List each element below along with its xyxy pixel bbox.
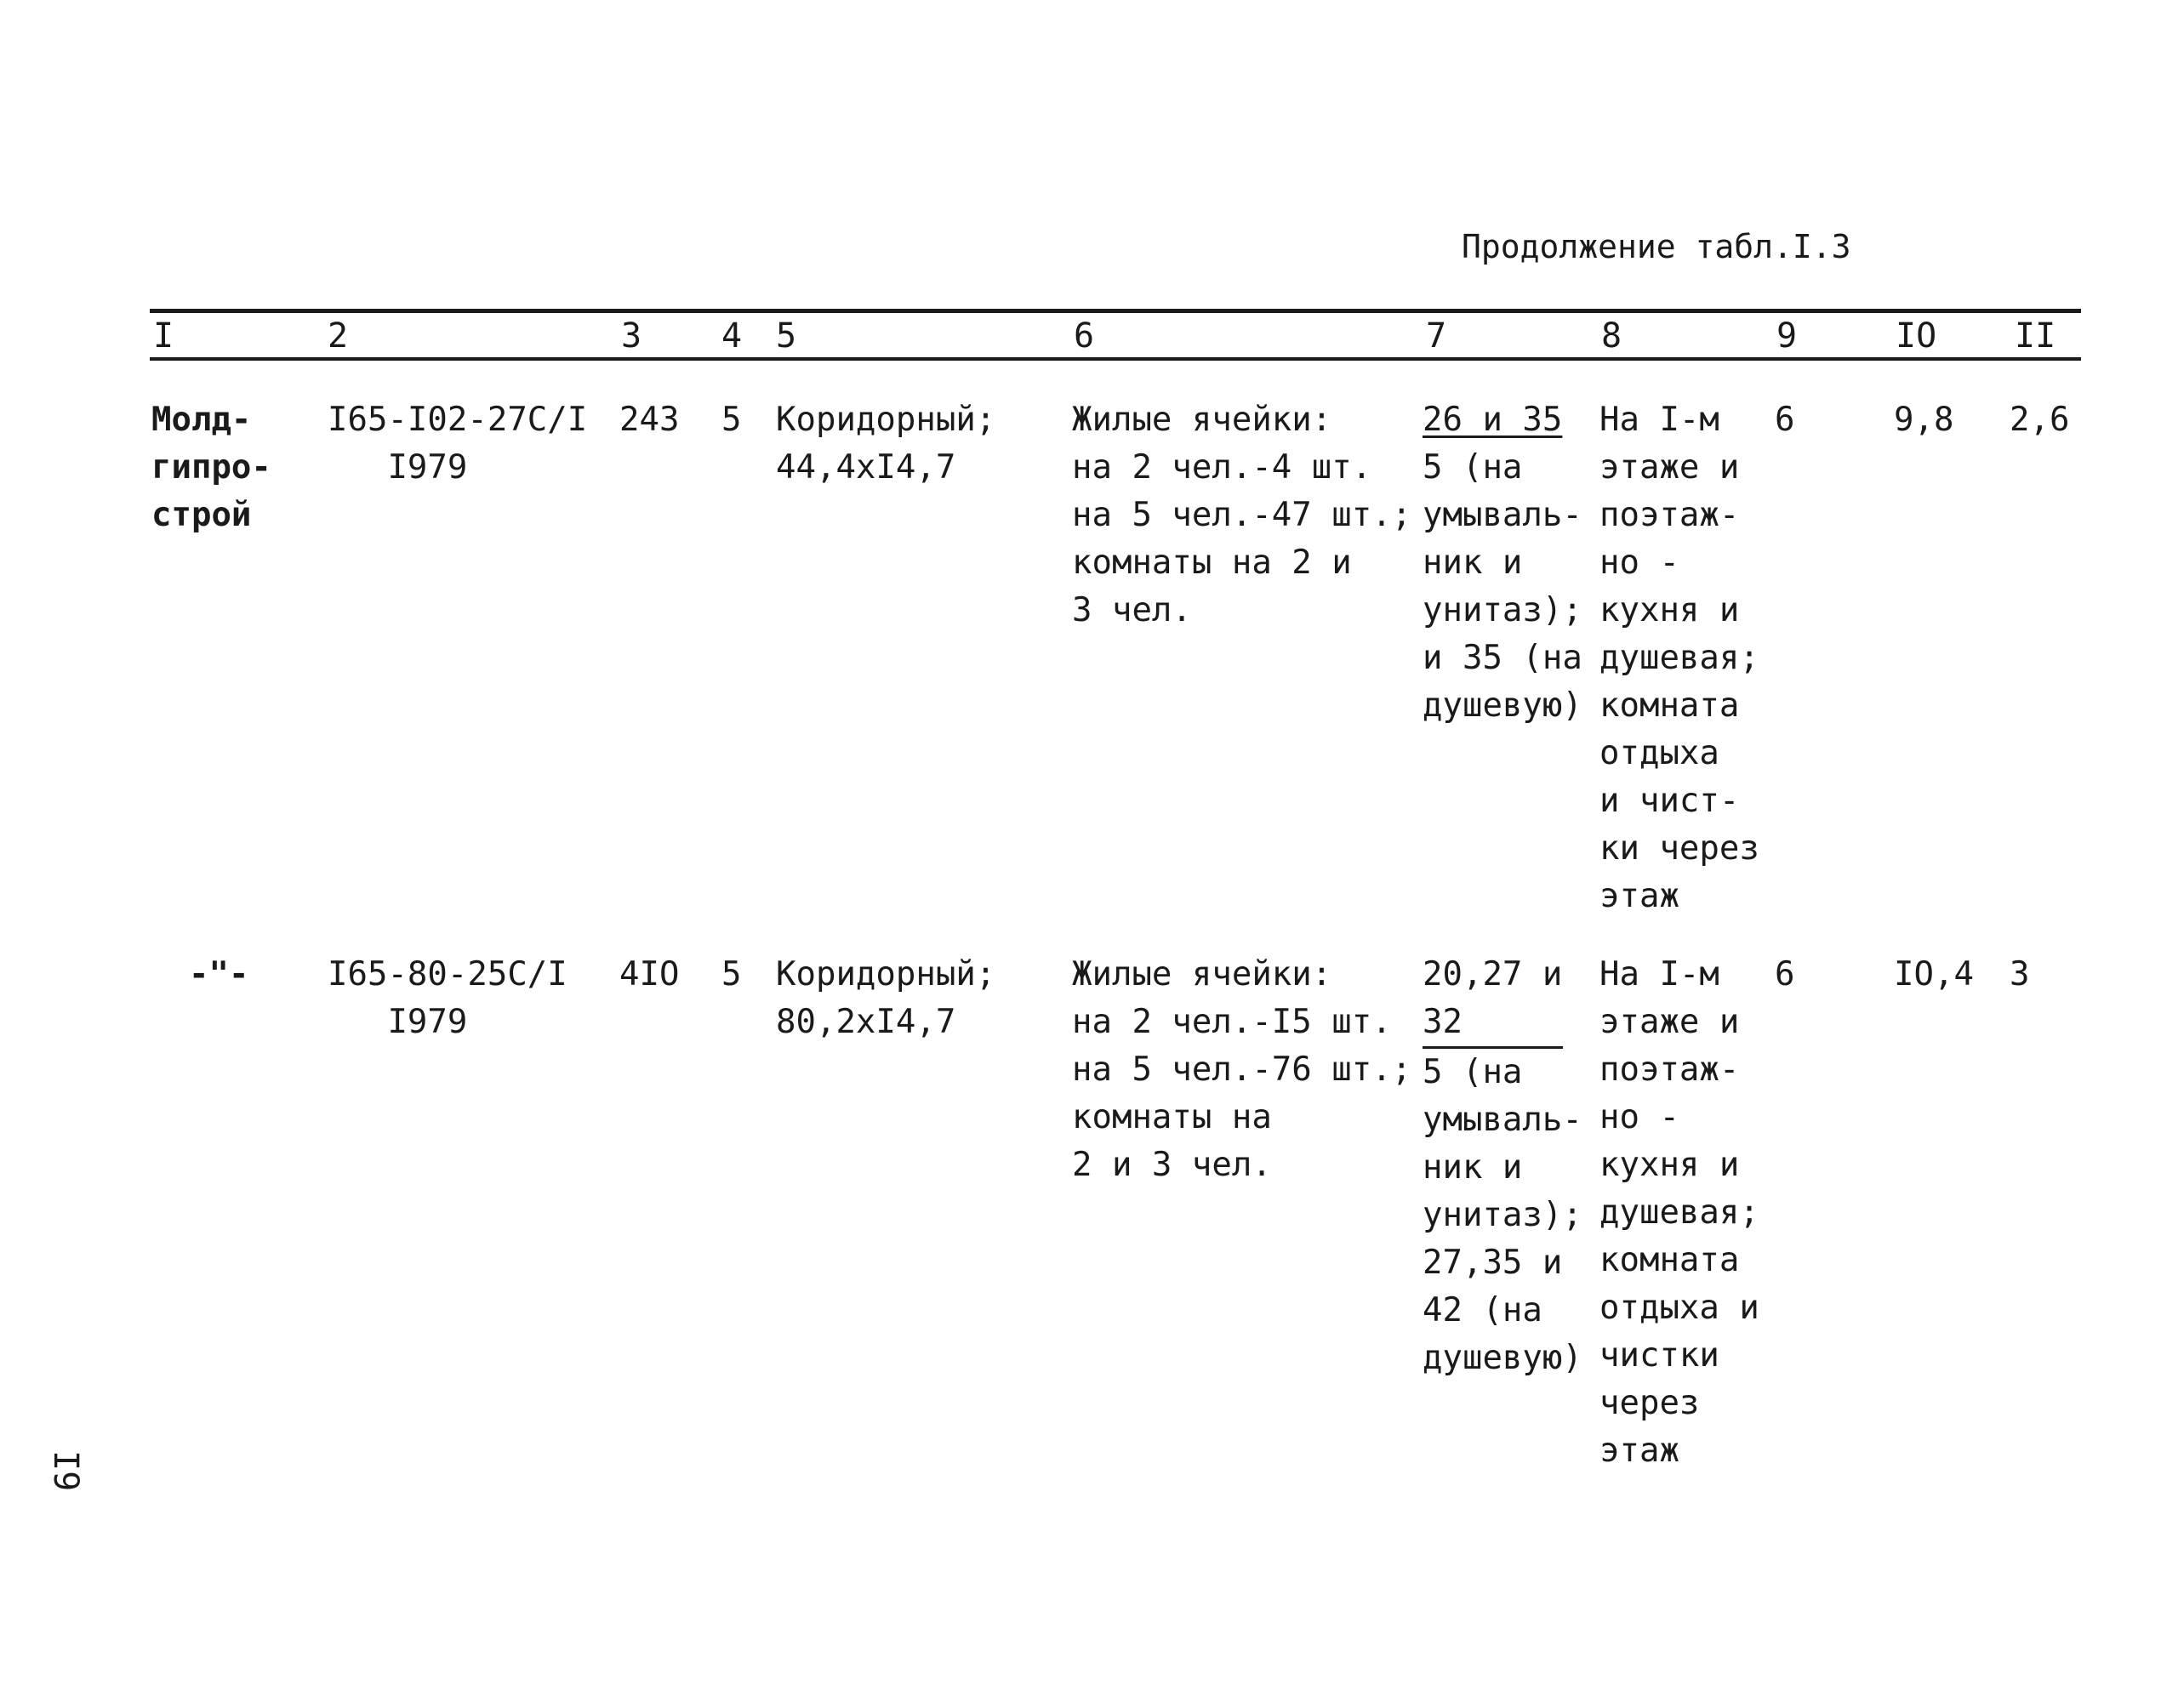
row2-organization: -"-: [189, 955, 249, 993]
row1-col-6: Жилые ячейки: на 2 чел.-4 шт. на 5 чел.-47 шт.; комнаты на 2 и 3 чел.: [1072, 401, 1412, 629]
header-col-6: 6: [1074, 316, 1095, 356]
row2-col-11: 3: [2010, 955, 2030, 993]
table-top-rule: [150, 309, 2081, 313]
page-number: I9: [46, 1450, 85, 1492]
header-col-11: II: [2015, 316, 2056, 356]
row1-col-4: 5: [721, 401, 742, 439]
row1-col-7-numerator: 26 и 35: [1423, 401, 1563, 439]
row1-col-10: 9,8: [1894, 401, 1954, 439]
header-col-5: 5: [776, 316, 797, 356]
row2-col-7-numerator: 20,27 и: [1423, 955, 1563, 993]
header-col-4: 4: [721, 316, 743, 356]
row2-col-5: Коридорный; 80,2хI4,7: [776, 955, 996, 1041]
row2-col-10: IO,4: [1894, 955, 1974, 993]
header-col-3: 3: [621, 316, 642, 356]
row1-col-11: 2,6: [2010, 401, 2070, 439]
row1-col-9: 6: [1775, 401, 1795, 439]
header-col-8: 8: [1601, 316, 1622, 356]
header-col-2: 2: [328, 316, 349, 356]
row1-col-3: 243: [619, 401, 680, 439]
row1-col-8: На I-м этаже и поэтаж- но - кухня и душевая; комната отдыха и чист- ки через этаж: [1599, 401, 1759, 915]
header-col-9: 9: [1776, 316, 1798, 356]
row2-project-code: I65-80-25С/I I979: [328, 955, 567, 1041]
row2-col-6: Жилые ячейки: на 2 чел.-I5 шт. на 5 чел.-76 шт.; комнаты на 2 и 3 чел.: [1072, 955, 1412, 1184]
row1-project-code: I65-I02-27С/I I979: [328, 401, 588, 487]
row2-col-7-rest: 5 (на умываль- ник и унитаз); 27,35 и 42 (на душевую): [1423, 1053, 1582, 1377]
row1-col-7-rest: 5 (на умываль- ник и унитаз); и 35 (на душевую): [1423, 448, 1582, 725]
table-caption: Продолжение табл.I.3: [1462, 228, 1851, 265]
row2-col-4: 5: [721, 955, 742, 993]
row2-col-9: 6: [1775, 955, 1795, 993]
header-col-1: I: [153, 316, 174, 356]
header-col-7: 7: [1426, 316, 1447, 356]
row1-col-7: [1423, 396, 1582, 730]
table-header-rule: [150, 357, 2081, 361]
row2-col-7: [1423, 951, 1582, 1382]
header-col-10: IO: [1896, 316, 1937, 356]
row1-col-5: Коридорный; 44,4хI4,7: [776, 401, 996, 487]
row1-organization: Молд- гипро- строй: [151, 401, 271, 534]
row2-col-3: 4IO: [619, 955, 680, 993]
row2-col-8: На I-м этаже и поэтаж- но - кухня и душевая; комната отдыха и чистки через этаж: [1599, 955, 1759, 1470]
row2-col-7-numerator-line2: 32: [1423, 999, 1563, 1049]
